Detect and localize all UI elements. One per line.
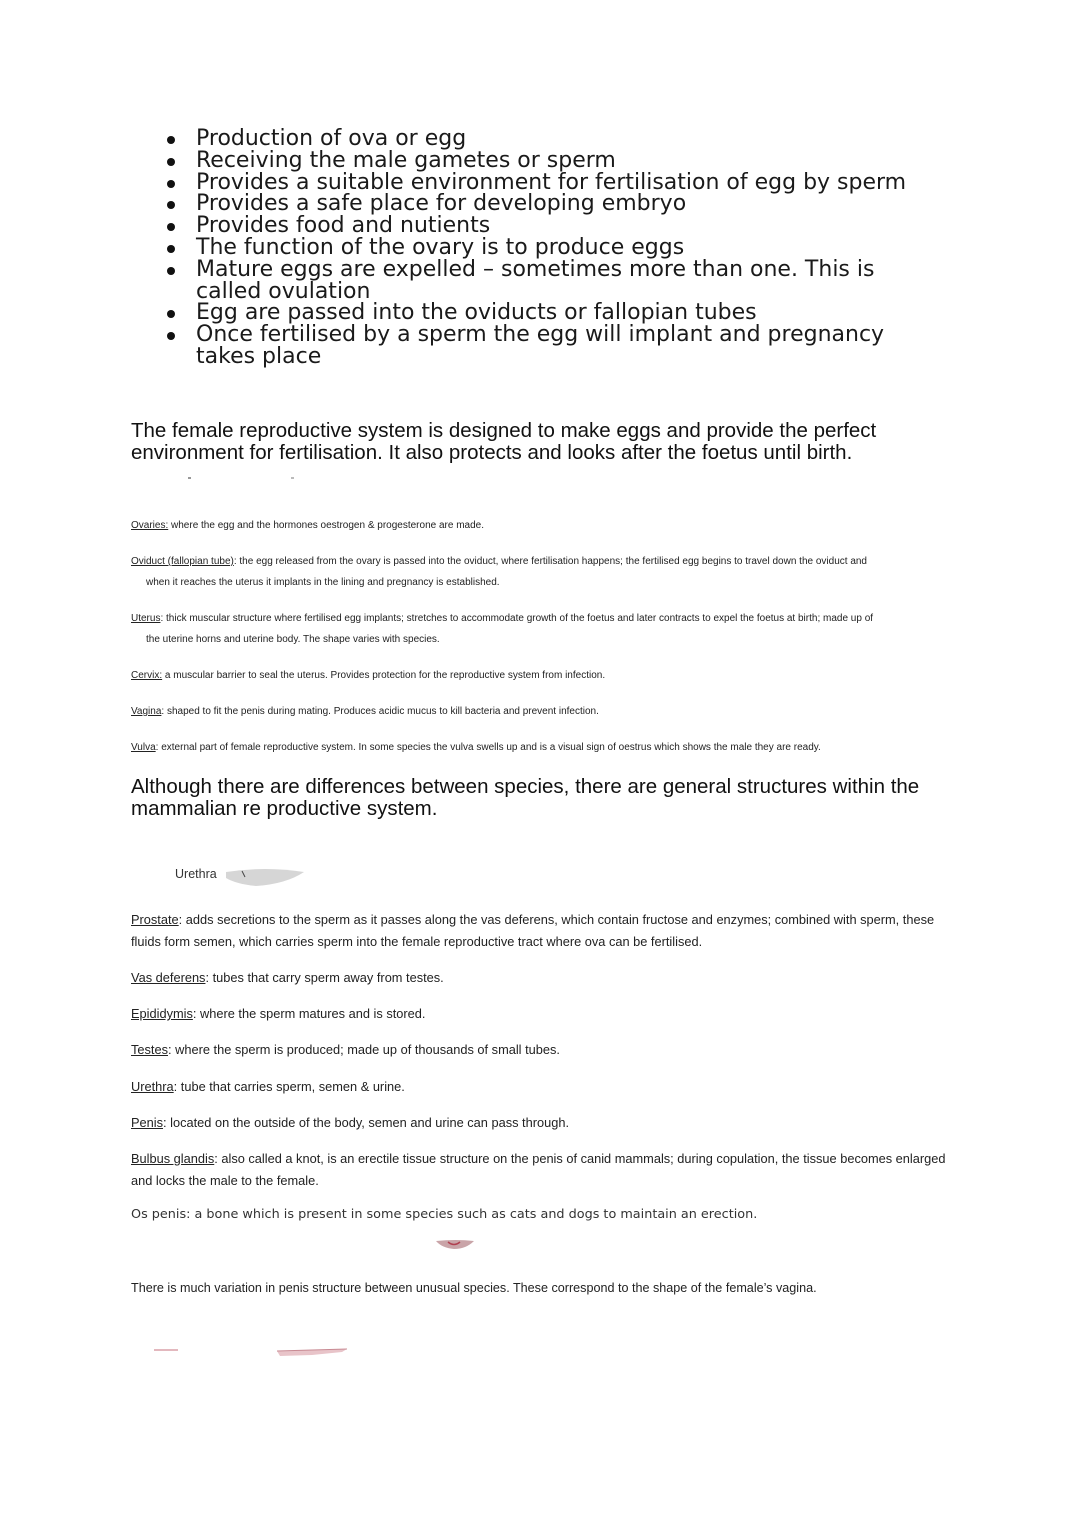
- diagram-fragment: [185, 475, 305, 481]
- diagram-pointer: [226, 868, 306, 888]
- definition-vagina: [131, 701, 961, 722]
- definition-vas-deferens: [131, 967, 946, 989]
- definition-text: : shaped to fit the penis during mating. Produces acidic mucus to kill bacteria and prevent infection.: [161, 706, 599, 717]
- definition-urethra: [131, 1076, 946, 1098]
- term-label: Vas deferens: [131, 969, 206, 985]
- term-label: Oviduct (fallopian tube): [131, 556, 234, 567]
- definition-text: : the egg released from the ovary is passed into the oviduct, where fertilisation happens; the fertilised egg begins to travel down the oviduct and: [233, 556, 867, 567]
- definition-continuation: when it reaches the uterus it implants in the lining and pregnancy is established.: [146, 577, 500, 588]
- diagram-fragment: [152, 1346, 352, 1358]
- term-label: Ovaries:: [131, 520, 169, 531]
- diagram-label-urethra: Urethra: [175, 867, 217, 881]
- definition-text: : where the sperm matures and is stored.: [192, 1006, 426, 1022]
- definition-prostate: [131, 909, 946, 952]
- definition-uterus: [131, 608, 961, 629]
- male-parts-definitions: [131, 909, 946, 1206]
- list-item: The function of the ovary is to produce eggs: [166, 237, 926, 259]
- definition-penis: [131, 1112, 946, 1134]
- list-item: Provides a suitable environment for fertilisation of egg by sperm: [166, 172, 926, 194]
- term-label: Penis: [131, 1114, 164, 1130]
- term-label: Prostate: [131, 912, 179, 927]
- definition-text: : where the sperm is produced; made up of thousands of small tubes.: [168, 1042, 560, 1058]
- definition-testes: [131, 1039, 946, 1061]
- definition-epididymis: [131, 1003, 946, 1025]
- definition-text: : adds secretions to the sperm as it passes along the vas deferens, which contain fructose and enzymes; combined with sperm, these fluids form semen, which carries sperm into the female reproductive tract where ova can be fertilised.: [131, 912, 935, 949]
- definition-oviduct: [131, 551, 961, 572]
- term-label: Vulva: [131, 742, 156, 753]
- list-item: Egg are passed into the oviducts or fallopian tubes: [166, 302, 926, 324]
- diagram-fragment: [436, 1240, 476, 1250]
- term-label: Vagina: [131, 706, 162, 717]
- list-item: Once fertilised by a sperm the egg will implant and pregnancy takes place: [166, 324, 926, 368]
- definition-text: : tube that carries sperm, semen & urine.: [173, 1078, 405, 1094]
- definition-text: : tubes that carry sperm away from testes.: [205, 969, 444, 985]
- definition-text: : thick muscular structure where fertilised egg implants; stretches to accommodate growth of the foetus and later contracts to expel the foetus at birth; made up of: [160, 613, 874, 624]
- definition-text: : external part of female reproductive system. In some species the vulva swells up and is a visual sign of oestrus which shows the male they are ready.: [155, 742, 821, 753]
- list-item: Provides food and nutients: [166, 215, 926, 237]
- term-label: Uterus: [131, 613, 161, 624]
- female-parts-definitions: [131, 515, 961, 758]
- term-label: Bulbus glandis: [131, 1150, 215, 1166]
- list-item: Mature eggs are expelled – sometimes more than one. This is called ovulation: [166, 259, 926, 303]
- definition-continuation: the uterine horns and uterine body. The shape varies with species.: [146, 634, 440, 645]
- definition-vulva: [131, 737, 961, 758]
- definition-ovaries: [131, 515, 961, 536]
- definition-text: : located on the outside of the body, semen and urine can pass through.: [163, 1114, 569, 1130]
- list-item: Receiving the male gametes or sperm: [166, 150, 926, 172]
- term-label: Urethra: [131, 1078, 174, 1094]
- term-label: Epididymis: [131, 1006, 193, 1022]
- definition-text: where the egg and the hormones oestrogen & progesterone are made.: [168, 520, 484, 531]
- term-label: Testes: [131, 1042, 168, 1058]
- definition-bulbus-glandis: [131, 1148, 946, 1191]
- definition-cervix: [131, 665, 961, 686]
- female-system-intro: The female reproductive system is designed to make eggs and provide the perfect environment for fertilisation. It also protects and looks after the foetus until birth.: [131, 419, 877, 464]
- definition-text: a muscular barrier to seal the uterus. Provides protection for the reproductive system from infection.: [162, 670, 606, 681]
- os-penis-note: Os penis: a bone which is present in some species such as cats and dogs to maintain an erection.: [131, 1207, 758, 1222]
- definition-text: : also called a knot, is an erectile tissue structure on the penis of canid mammals; during copulation, the tissue becomes enlarged and locks the male to the female.: [131, 1150, 946, 1188]
- penis-variation-note: There is much variation in penis structure between unusual species. These correspond to the shape of the female’s vagina.: [131, 1281, 817, 1295]
- list-item: Production of ova or egg: [166, 128, 926, 150]
- general-structures-heading: Although there are differences between species, there are general structures within the mammalian re productive system.: [131, 775, 920, 820]
- list-item: Provides a safe place for developing embryo: [166, 193, 926, 215]
- reproductive-functions-list: [166, 128, 926, 368]
- term-label: Cervix:: [131, 670, 163, 681]
